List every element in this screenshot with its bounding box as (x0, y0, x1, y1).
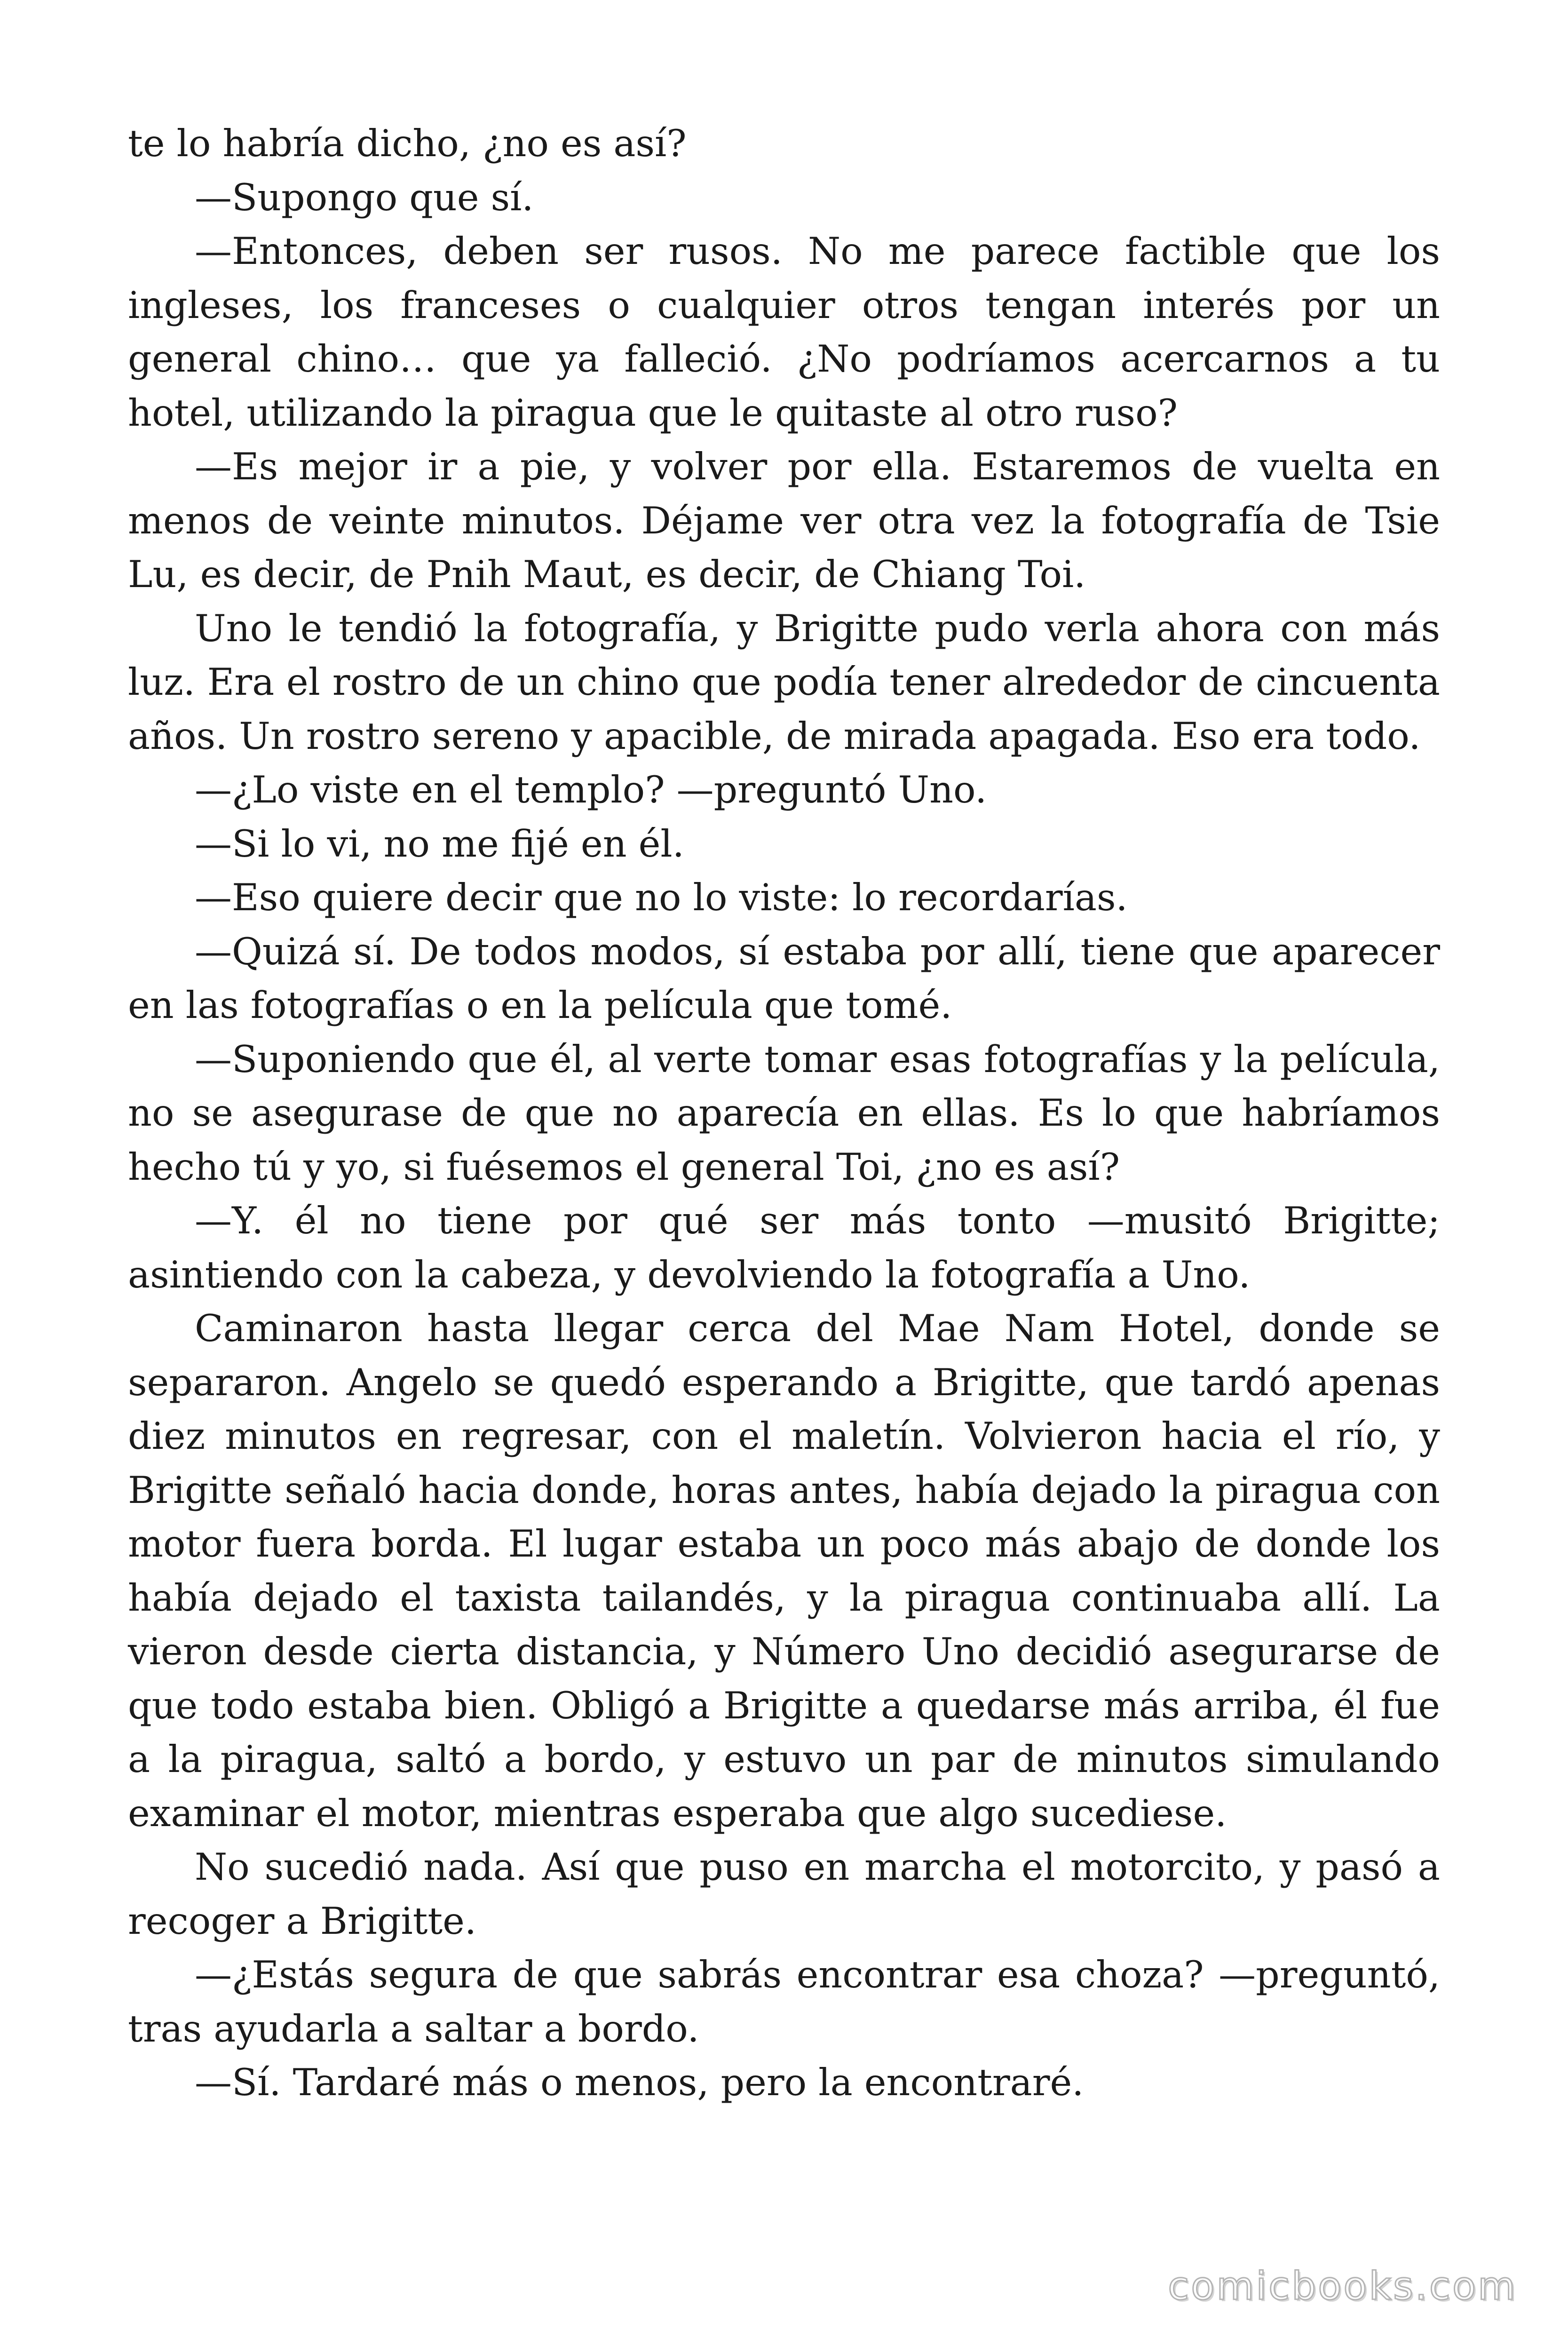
paragraph: —Entonces, deben ser rusos. No me parece factible que los ingleses, los franceses o cualquier otros tengan interés por un general chino… que ya falleció. ¿No podríamos acercarnos a tu hotel, utilizando la piragua que le quitaste al otro ruso? (128, 230, 1440, 435)
page-text (128, 117, 1440, 2110)
watermark-logo: comicbooks.com (1168, 2264, 1517, 2309)
paragraph: —Es mejor ir a pie, y volver por ella. Estaremos de vuelta en menos de veinte minutos. Déjame ver otra vez la fotografía de Tsie Lu, es decir, de Pnih Maut, es decir, de Chiang Toi. (128, 445, 1440, 596)
paragraph: —Sí. Tardaré más o menos, pero la encontraré. (195, 2061, 1084, 2104)
paragraph-continuation: te lo habría dicho, ¿no es así? (128, 122, 687, 165)
paragraph: —Supongo que sí. (195, 175, 534, 219)
paragraph: Uno le tendió la fotografía, y Brigitte pudo verla ahora con más luz. Era el rostro de un chino que podía tener alrededor de cincuenta años. Un rostro sereno y apacible, de mirada apagada. Eso era todo. (128, 606, 1440, 758)
paragraph: —Quizá sí. De todos modos, sí estaba por allí, tiene que aparecer en las fotografías o en la película que tomé. (128, 930, 1440, 1027)
paragraph: Caminaron hasta llegar cerca del Mae Nam Hotel, donde se separaron. Angelo se quedó esperando a Brigitte, que tardó apenas diez minutos en regresar, con el maletín. Volvieron hacia el río, y Brigitte señaló hacia donde, horas antes, había dejado la piragua con motor fuera borda. El lugar estaba un poco más abajo de donde los había dejado el taxista tailandés, y la piragua continuaba allí. La vieron desde cierta distancia, y Número Uno decidió asegurarse de que todo estaba bien. Obligó a Brigitte a quedarse más arriba, él fue a la piragua, saltó a bordo, y estuvo un par de minutos simulando examinar el motor, mientras esperaba que algo sucediese. (128, 1307, 1440, 1835)
paragraph: No sucedió nada. Así que puso en marcha el motorcito, y pasó a recoger a Brigitte. (128, 1845, 1440, 1943)
paragraph: —Si lo vi, no me fijé en él. (195, 822, 684, 866)
paragraph: —Eso quiere decir que no lo viste: lo recordarías. (195, 876, 1128, 919)
paragraph: —Y. él no tiene por qué ser más tonto —musitó Brigitte; asintiendo con la cabeza, y devolviendo la fotografía a Uno. (128, 1199, 1440, 1296)
paragraph: —Suponiendo que él, al verte tomar esas fotografías y la película, no se asegurase de que no aparecía en ellas. Es lo que habríamos hecho tú y yo, si fuésemos el general Toi, ¿no es así? (128, 1037, 1440, 1189)
paragraph: —¿Estás segura de que sabrás encontrar esa choza? —preguntó, tras ayudarla a saltar a bordo. (128, 1953, 1440, 2050)
paragraph: —¿Lo viste en el templo? —preguntó Uno. (195, 768, 987, 811)
